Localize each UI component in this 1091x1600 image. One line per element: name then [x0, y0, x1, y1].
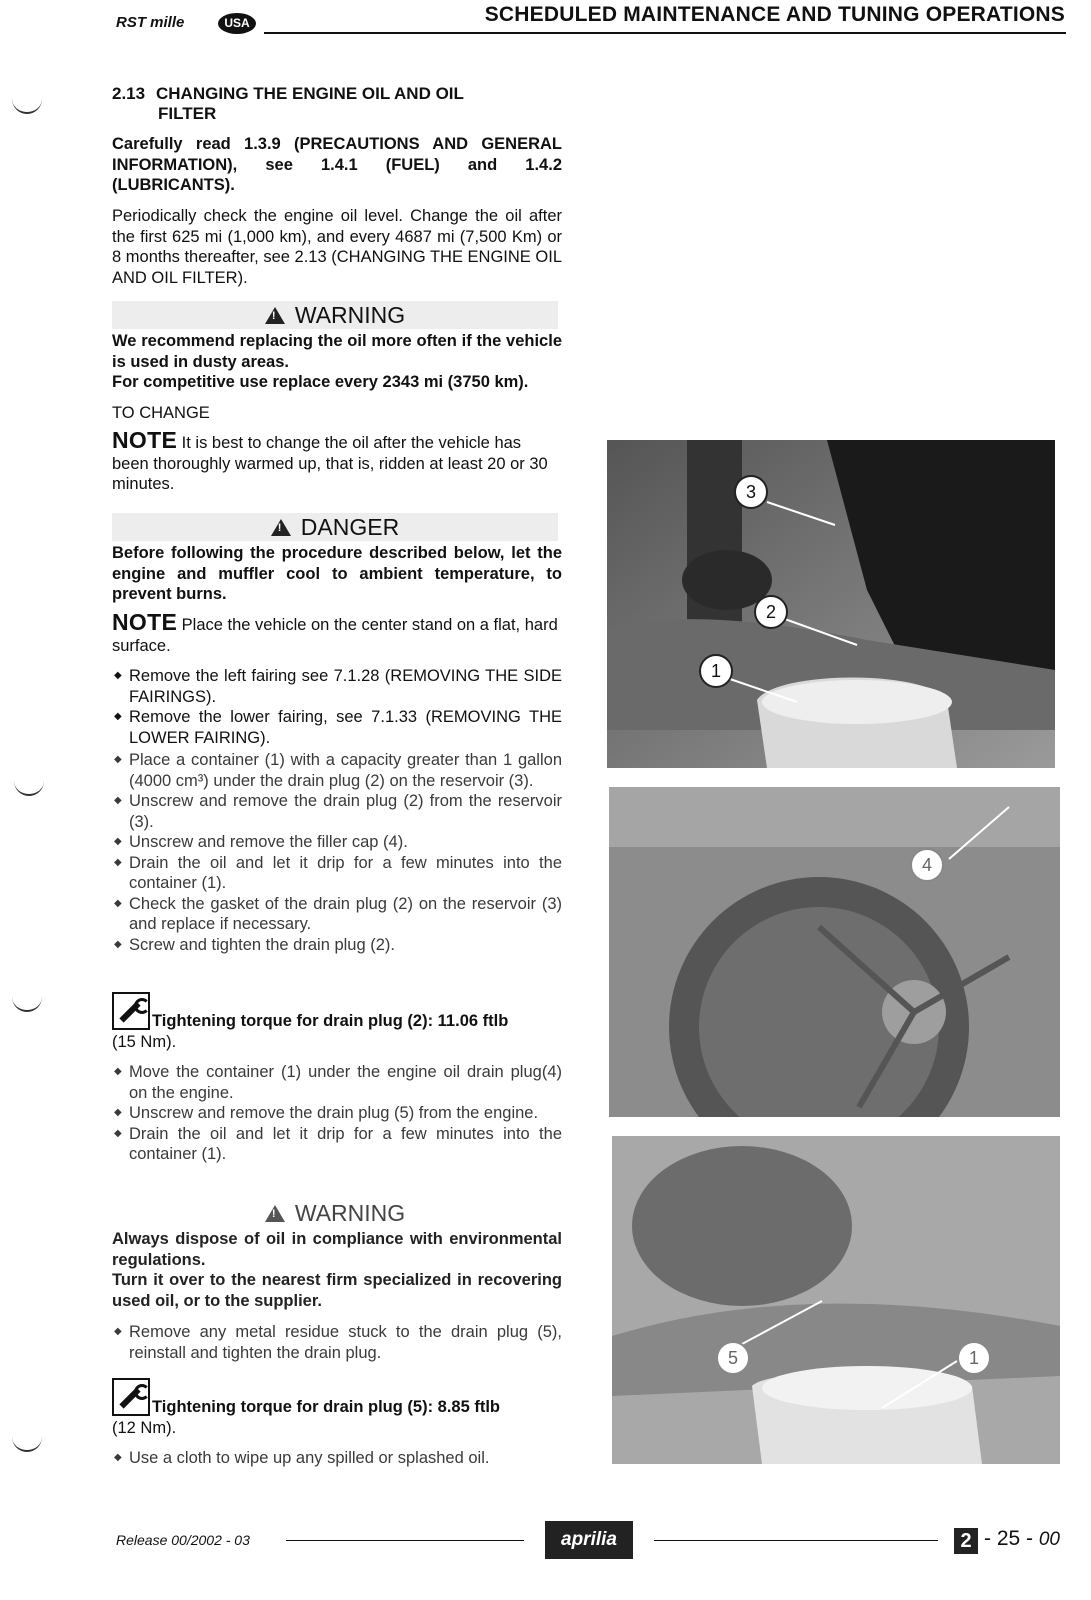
warning-label: WARNING	[294, 302, 406, 328]
binding-mark	[12, 98, 42, 114]
danger-text: Before following the procedure described below, let the engine and muffler cool to ambient temperature, to prevent burns.	[112, 544, 562, 603]
callout-marker: 5	[716, 1341, 750, 1375]
list-item: ◆ Remove the left fairing see 7.1.28 (REMOVING THE SIDE FAIRINGS).	[112, 666, 562, 707]
danger-label: DANGER	[300, 514, 400, 540]
photo-oil-reservoir	[607, 440, 1055, 768]
danger-banner	[112, 513, 558, 541]
warning-icon	[265, 1205, 285, 1222]
binding-mark	[12, 996, 42, 1012]
section-title-line1: CHANGING THE ENGINE OIL AND OIL	[156, 84, 464, 103]
page-header-title: SCHEDULED MAINTENANCE AND TUNING OPERATIONS	[484, 3, 1065, 26]
torque-metric: (12 Nm).	[112, 1418, 177, 1437]
section-title	[112, 84, 562, 124]
list-item: ◆ Unscrew and remove the filler cap (4).	[112, 832, 562, 853]
warning-line: Always dispose of oil in compliance with environmental regulations.	[112, 1230, 562, 1269]
torque-wrench-icon	[112, 1378, 150, 1416]
list-item: ◆ Check the gasket of the drain plug (2) on the reservoir (3) and replace if necessary.	[112, 894, 562, 935]
chapter-badge: 2	[954, 1528, 978, 1554]
torque-spec	[112, 1378, 562, 1438]
intro-text: Periodically check the engine oil level. Change the oil after the first 625 mi (1,000 km), and every 4687 mi (7,500 Km) or 8 months thereafter, see 2.13 (CHANGING THE ENGINE OIL AND OIL FILTER).	[112, 207, 562, 287]
list-item: ◆ Move the container (1) under the engine oil drain plug(4) on the engine.	[112, 1062, 562, 1103]
page-number-main: - 25 -	[984, 1527, 1034, 1550]
torque-spec	[112, 992, 562, 1052]
step-list	[112, 750, 562, 955]
header-model: RST mille	[116, 14, 185, 31]
photo-engine-drain-plug-image	[612, 1136, 1060, 1464]
step-list	[112, 1448, 562, 1469]
header-rule	[264, 32, 1066, 34]
page-number	[984, 1527, 1060, 1551]
step-list	[112, 1062, 562, 1165]
warning-banner	[112, 1199, 558, 1227]
footer-rule	[654, 1540, 938, 1541]
warning-icon	[265, 307, 285, 324]
step-list	[112, 666, 562, 748]
torque-value: Tightening torque for drain plug (5): 8.85 ftlb	[152, 1398, 501, 1416]
intro-bold: Carefully read 1.3.9 (PRECAUTIONS AND GENERAL INFORMATION), see 1.4.1 (FUEL) and 1.4.2 (LUBRICANTS).	[112, 135, 562, 194]
list-item: ◆ Unscrew and remove the drain plug (2) from the reservoir (3).	[112, 791, 562, 832]
callout-marker: 2	[754, 595, 788, 629]
note-label: NOTE	[112, 609, 178, 635]
warning-label: WARNING	[294, 1200, 406, 1226]
section-number: 2.13	[112, 84, 146, 103]
note-text: It is best to change the oil after the vehicle has been thoroughly warmed up, that is, ridden at least 20 or 30 minutes.	[112, 434, 548, 493]
warning-text	[112, 331, 562, 393]
list-item: ◆ Remove the lower fairing, see 7.1.33 (REMOVING THE LOWER FAIRING).	[112, 707, 562, 748]
photo-filler-cap-image	[609, 787, 1060, 1117]
binding-mark	[14, 780, 44, 796]
warning-line: For competitive use replace every 2343 mi (3750 km).	[112, 373, 529, 391]
aprilia-logo: aprilia	[545, 1521, 633, 1559]
warning-banner	[112, 301, 558, 329]
callout-marker: 1	[957, 1341, 991, 1375]
photo-engine-drain-plug	[612, 1136, 1060, 1464]
step-list	[112, 1322, 562, 1363]
to-change-heading: TO CHANGE	[112, 404, 210, 422]
list-item: ◆ Unscrew and remove the drain plug (5) from the engine.	[112, 1103, 562, 1124]
note-block	[112, 427, 562, 495]
torque-metric: (15 Nm).	[112, 1032, 177, 1051]
callout-marker: 1	[699, 654, 733, 688]
warning-line: We recommend replacing the oil more often if the vehicle is used in dusty areas.	[112, 332, 562, 371]
page-number-suffix: 00	[1038, 1529, 1060, 1550]
photo-oil-reservoir-image	[607, 440, 1055, 768]
binding-mark	[12, 1436, 42, 1452]
region-badge: USA	[218, 13, 256, 34]
note-text: Place the vehicle on the center stand on a flat, hard surface.	[112, 616, 558, 655]
note-block	[112, 609, 562, 656]
release-label: Release 00/2002 - 03	[116, 1532, 250, 1548]
photo-filler-cap	[609, 787, 1060, 1117]
torque-value: Tightening torque for drain plug (2): 11.06 ftlb	[152, 1012, 509, 1030]
torque-wrench-icon	[112, 992, 150, 1030]
callout-marker: 3	[734, 475, 768, 509]
warning-text	[112, 1229, 562, 1311]
list-item: ◆ Remove any metal residue stuck to the drain plug (5), reinstall and tighten the drain plug.	[112, 1322, 562, 1363]
list-item: ◆ Drain the oil and let it drip for a few minutes into the container (1).	[112, 1124, 562, 1165]
warning-line: Turn it over to the nearest firm specialized in recovering used oil, or to the supplier.	[112, 1271, 562, 1310]
list-item: ◆ Place a container (1) with a capacity greater than 1 gallon (4000 cm³) under the drain plug (2) on the reservoir (3).	[112, 750, 562, 791]
list-item: ◆ Use a cloth to wipe up any spilled or splashed oil.	[112, 1448, 562, 1469]
list-item: ◆ Drain the oil and let it drip for a few minutes into the container (1).	[112, 853, 562, 894]
footer-rule	[286, 1540, 524, 1541]
list-item: ◆ Screw and tighten the drain plug (2).	[112, 935, 562, 956]
callout-marker: 4	[910, 848, 944, 882]
section-title-line2: FILTER	[158, 104, 217, 123]
note-label: NOTE	[112, 427, 178, 453]
danger-icon	[271, 519, 291, 536]
